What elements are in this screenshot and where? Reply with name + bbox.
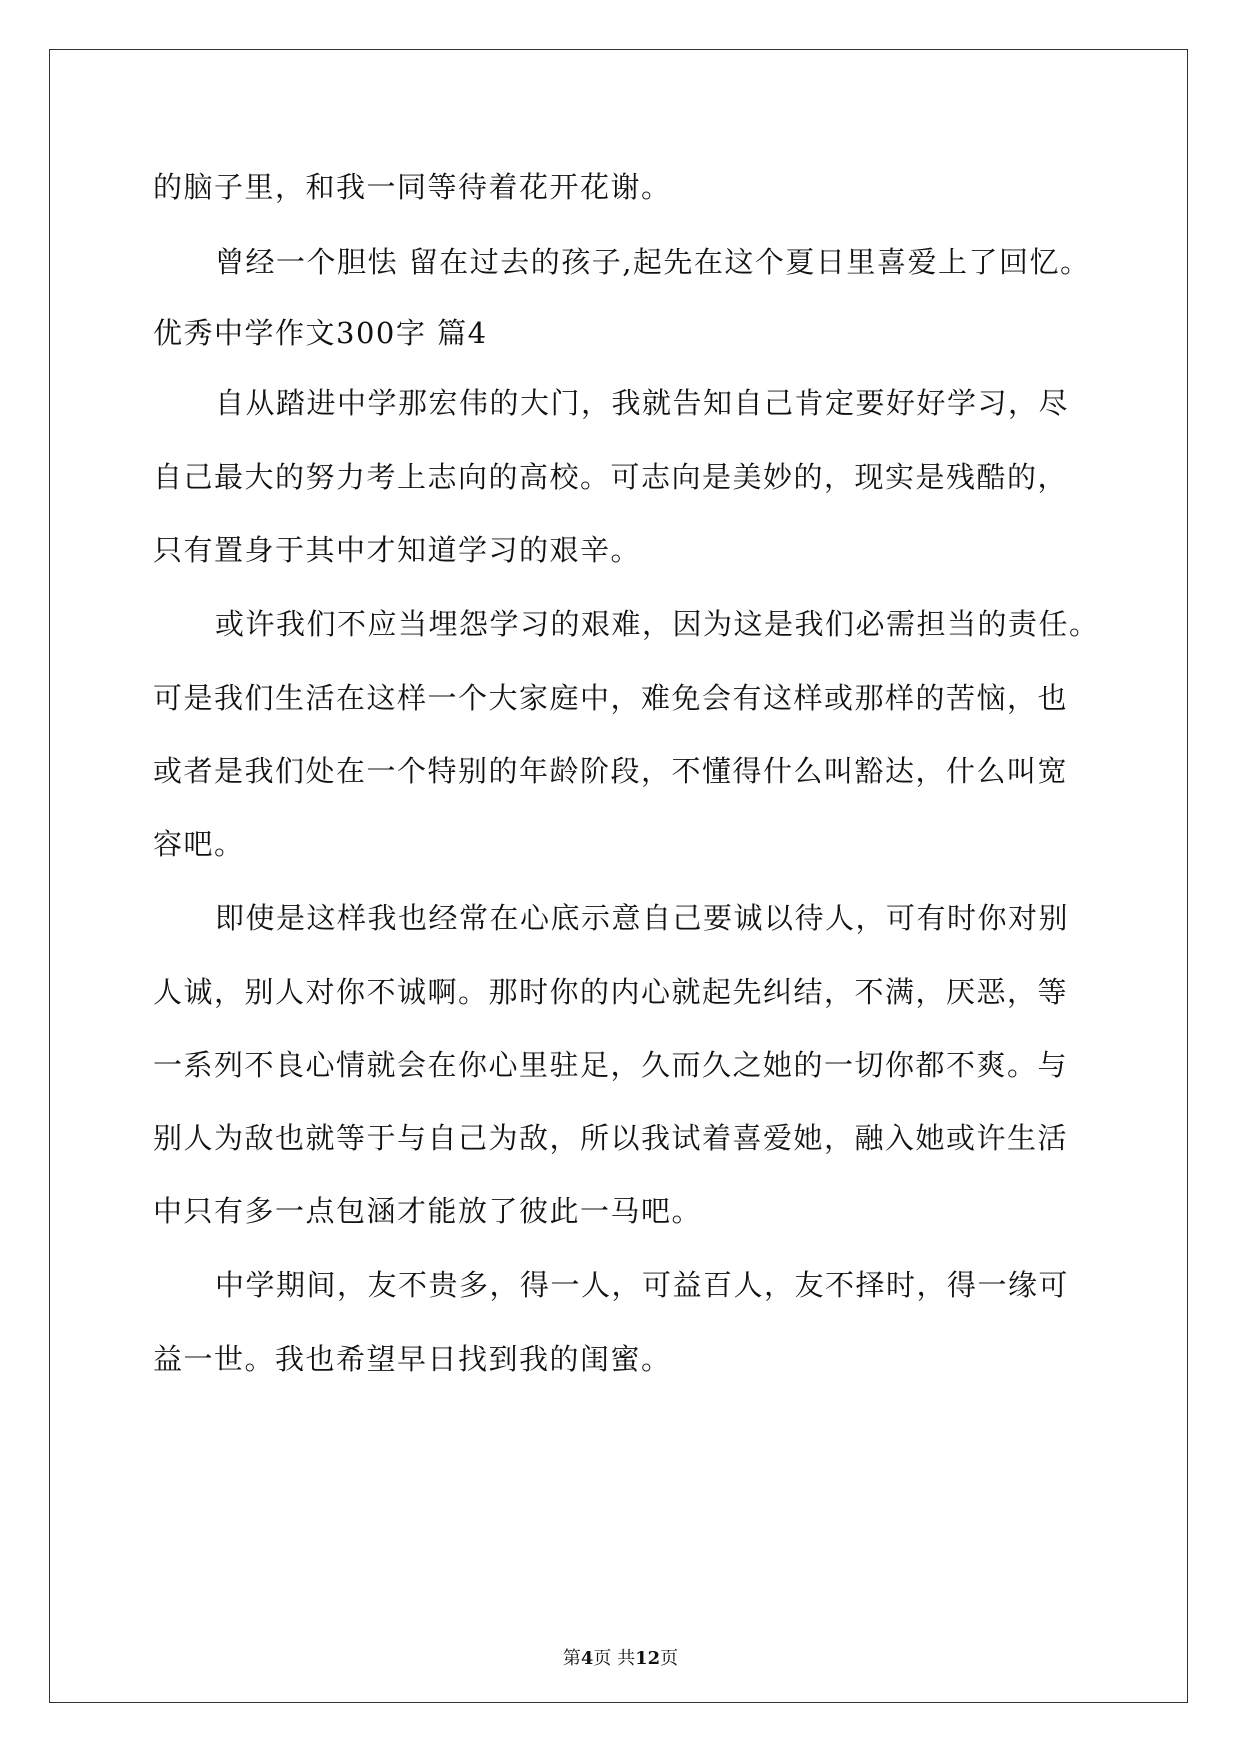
text-line: 的脑子里，和我一同等待着花开花谢。 xyxy=(153,170,672,204)
text-line: 自从踏进中学那宏伟的大门，我就告知自己肯定要好好学习，尽 xyxy=(215,386,1070,420)
paragraph xyxy=(153,366,1133,587)
footer-mid: 页 共 xyxy=(593,1648,636,1669)
text-line: 或者是我们处在一个特别的年龄阶段，不懂得什么叫豁达，什么叫宽 xyxy=(153,754,1069,788)
text-line: 中只有多一点包涵才能放了彼此一马吧。 xyxy=(153,1194,703,1228)
text-line: 优秀中学作文300字 篇4 xyxy=(153,316,488,350)
text-line: 容吧。 xyxy=(153,827,245,861)
text-line: 益一世。我也希望早日找到我的闺蜜。 xyxy=(153,1342,672,1376)
text-line: 中学期间，友不贵多，得一人，可益百人，友不择时，得一缘可 xyxy=(215,1268,1070,1302)
text-line: 别人为敌也就等于与自己为敌，所以我试着喜爱她，融入她或许生活 xyxy=(153,1121,1069,1155)
page-footer xyxy=(0,1644,1241,1670)
text-line: 一系列不良心情就会在你心里驻足，久而久之她的一切你都不爽。与 xyxy=(153,1048,1069,1082)
text-line: 或许我们不应当埋怨学习的艰难，因为这是我们必需担当的责任。 xyxy=(215,607,1100,641)
document-body xyxy=(153,150,1133,1396)
text-line: 曾经一个胆怯 留在过去的孩子,起先在这个夏日里喜爱上了回忆。 xyxy=(215,245,1091,279)
paragraph xyxy=(153,587,1133,881)
text-line: 自己最大的努力考上志向的高校。可志向是美妙的，现实是残酷的， xyxy=(153,460,1069,494)
text-line: 只有置身于其中才知道学习的艰辛。 xyxy=(153,533,642,567)
text-line: 人诚，别人对你不诚啊。那时你的内心就起先纠结，不满，厌恶，等 xyxy=(153,975,1069,1009)
text-line: 即使是这样我也经常在心底示意自己要诚以待人，可有时你对别 xyxy=(215,901,1070,935)
paragraph xyxy=(153,881,1133,1248)
footer-current-page: 4 xyxy=(580,1648,594,1669)
paragraph xyxy=(153,225,1133,300)
footer-prefix: 第 xyxy=(562,1648,581,1669)
section-heading xyxy=(153,300,1133,366)
paragraph xyxy=(153,1248,1133,1396)
footer-total-pages: 12 xyxy=(635,1648,661,1669)
text-line: 可是我们生活在这样一个大家庭中，难免会有这样或那样的苦恼，也 xyxy=(153,681,1069,715)
paragraph xyxy=(153,150,1133,225)
footer-suffix: 页 xyxy=(660,1648,679,1669)
